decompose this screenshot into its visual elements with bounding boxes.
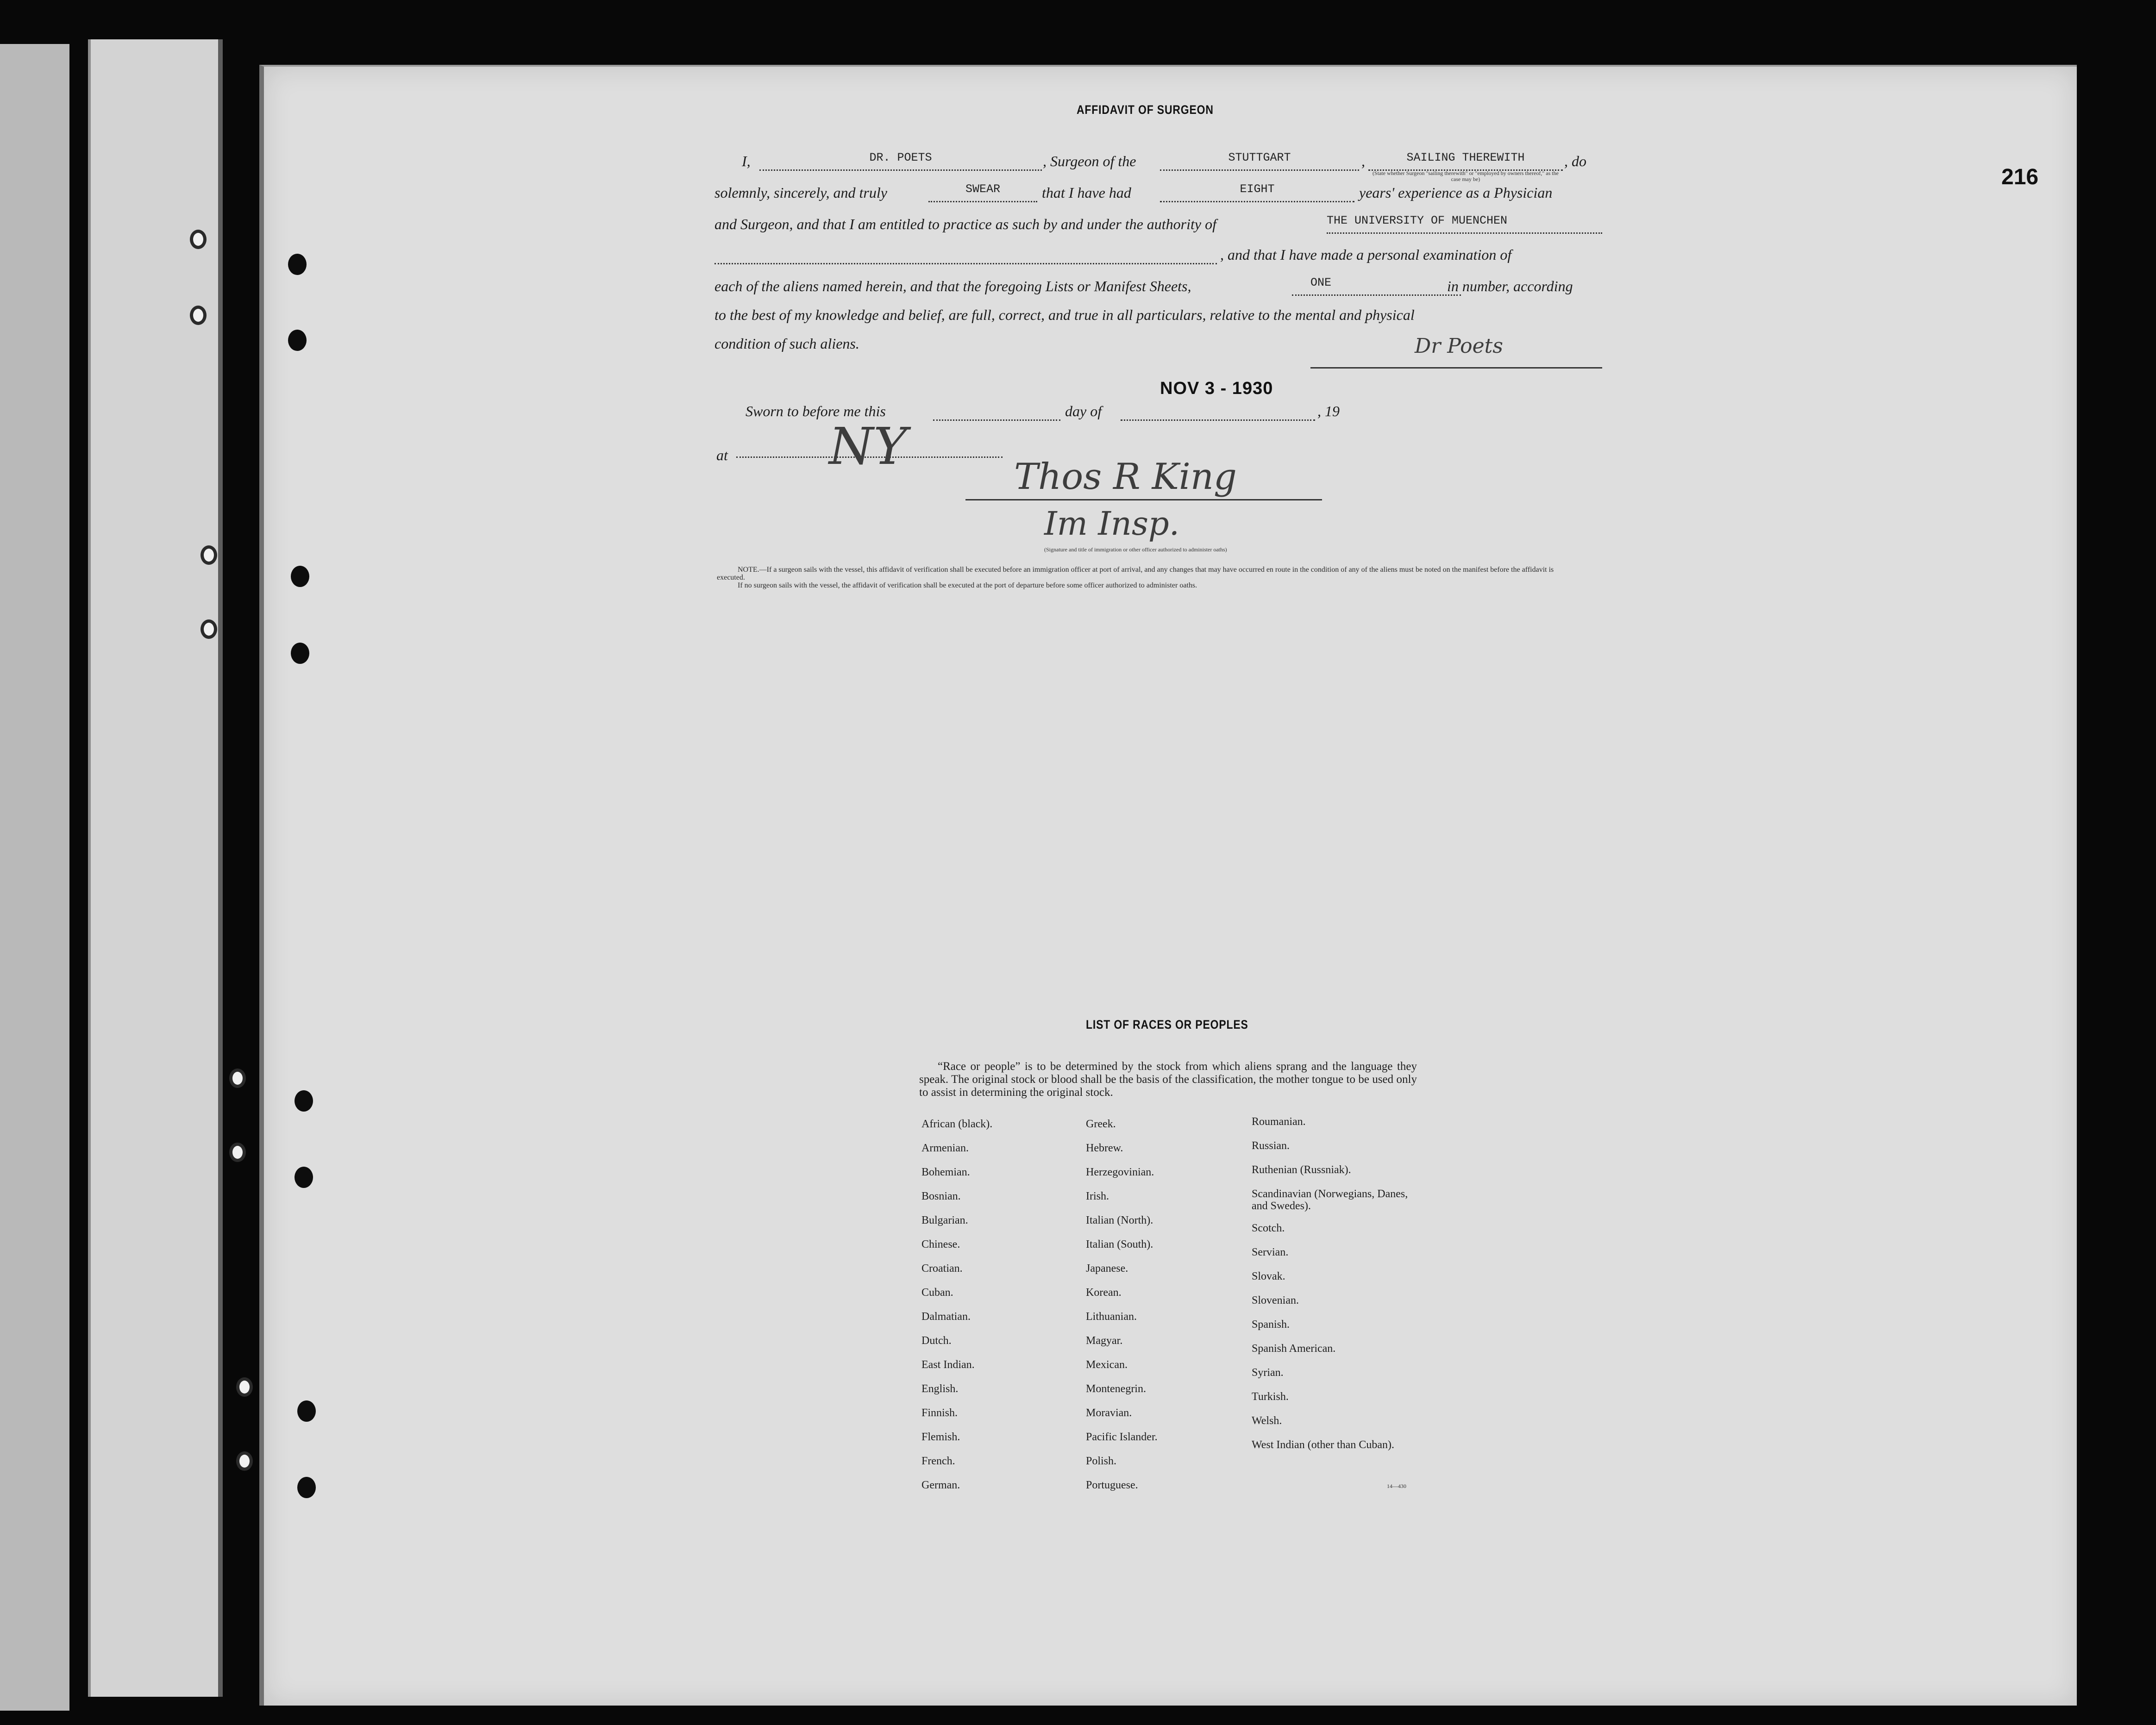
line2-prefix: solemnly, sincerely, and truly: [714, 184, 887, 201]
race-item: Armenian.: [921, 1142, 969, 1154]
surgeon-name-field: DR. POETS: [759, 149, 1042, 171]
binding-hole: [229, 1143, 246, 1162]
races-intro: “Race or people” is to be determined by the stock from which aliens sprang and the language they speak. The original stock or blood shall be the basis of the classification, the mother tongue to be used only to assist in determining the original stock.: [919, 1060, 1417, 1099]
race-item: East Indian.: [921, 1359, 975, 1371]
race-item: West Indian (other than Cuban).: [1252, 1439, 1394, 1451]
punch-hole: [288, 254, 307, 275]
race-item: Turkish.: [1252, 1391, 1289, 1403]
race-item: Roumanian.: [1252, 1116, 1306, 1128]
officer-signature-line: [965, 499, 1322, 500]
race-item: Chinese.: [921, 1238, 960, 1250]
race-item: Bosnian.: [921, 1190, 961, 1202]
punch-hole: [297, 1400, 316, 1422]
page-number: 216: [2001, 165, 2039, 189]
race-item: Italian (South).: [1086, 1238, 1153, 1250]
race-item: Pacific Islander.: [1086, 1431, 1158, 1443]
date-stamp: NOV 3 - 1930: [1160, 379, 1273, 398]
race-item: Spanish.: [1252, 1319, 1290, 1331]
sworn-prefix: Sworn to before me this: [746, 403, 886, 419]
races-title: LIST OF RACES OR PEOPLES: [1086, 1018, 1248, 1031]
note-line2: If no surgeon sails with the vessel, the affidavit of verification shall be executed at the port of departure before some officer authorized to administer oaths.: [738, 581, 1197, 589]
races-column-3: [1252, 1116, 1418, 1473]
line5-prefix: each of the aliens named herein, and that the foregoing Lists or Manifest Sheets,: [714, 278, 1191, 294]
race-item: Finnish.: [921, 1407, 958, 1419]
race-item: Greek.: [1086, 1118, 1116, 1130]
race-item: Flemish.: [921, 1431, 960, 1443]
sworn-day-field: [933, 399, 1060, 421]
line2-suffix: years' experience as a Physician: [1359, 184, 1553, 201]
officer-signature: Thos R King: [1014, 456, 1237, 498]
line1-do: , do: [1564, 153, 1586, 169]
line6: to the best of my knowledge and belief, are full, correct, and true in all particulars, relative to the mental and physical: [714, 306, 1415, 323]
binding-hole: [190, 230, 207, 249]
races-column-1: [921, 1118, 1079, 1503]
punch-hole: [288, 330, 307, 351]
binding-hole: [236, 1377, 253, 1397]
race-item: Montenegrin.: [1086, 1383, 1146, 1395]
form-number: 14—430: [1387, 1483, 1406, 1489]
race-item: Scotch.: [1252, 1222, 1285, 1234]
race-item: Syrian.: [1252, 1367, 1284, 1379]
race-item: Magyar.: [1086, 1335, 1123, 1347]
binding-strip: [88, 39, 223, 1697]
race-item: Russian.: [1252, 1140, 1290, 1152]
line1-surgeon-of: , Surgeon of the: [1043, 153, 1136, 169]
surgeon-signature-line: [1310, 367, 1602, 369]
race-item: Servian.: [1252, 1246, 1289, 1258]
officer-title: Im Insp.: [1044, 505, 1179, 543]
authority-field: THE UNIVERSITY OF MUENCHEN: [1327, 212, 1602, 234]
race-item: Lithuanian.: [1086, 1311, 1137, 1323]
race-item: Korean.: [1086, 1287, 1122, 1299]
race-item: Mexican.: [1086, 1359, 1128, 1371]
note-line1: NOTE.—If a surgeon sails with the vessel, this affidavit of verification shall be executed before an immigration officer at port of arrival, and any changes that may have occurred en route in the condition of any of the aliens must be noted on the manifest before the affidavit is executed.: [717, 566, 1554, 581]
race-item: African (black).: [921, 1118, 993, 1130]
races-column-2: [1086, 1118, 1243, 1503]
line2-mid: that I have had: [1042, 184, 1131, 201]
race-item: Spanish American.: [1252, 1343, 1336, 1355]
race-item: German.: [921, 1479, 960, 1491]
race-item: Dutch.: [921, 1335, 952, 1347]
at-label: at: [716, 447, 728, 463]
race-item: Portuguese.: [1086, 1479, 1138, 1491]
race-item: Japanese.: [1086, 1262, 1128, 1275]
punch-hole: [295, 1090, 313, 1112]
line4-suffix: , and that I have made a personal examination of: [1220, 246, 1512, 263]
status-note: (State whether Surgeon "sailing therewith" or "employed by owners thereof," as the case may be): [1373, 170, 1559, 182]
punch-hole: [291, 643, 309, 664]
vessel-name-field: STUTTGART: [1160, 149, 1359, 171]
line7: condition of such aliens.: [714, 335, 859, 352]
race-item: Slovak.: [1252, 1270, 1285, 1282]
binding-hole: [201, 619, 217, 639]
race-item: Cuban.: [921, 1287, 953, 1299]
years-field: EIGHT: [1160, 181, 1354, 202]
line3-prefix: and Surgeon, and that I am entitled to practice as such by and under the authority of: [714, 216, 1216, 232]
race-item: Bulgarian.: [921, 1214, 968, 1226]
punch-hole: [297, 1477, 316, 1498]
binding-hole: [190, 306, 207, 325]
adjacent-page-edge: [0, 44, 69, 1711]
sheets-field: ONE: [1292, 274, 1461, 296]
line1-comma: ,: [1361, 153, 1365, 169]
race-item: Dalmatian.: [921, 1311, 971, 1323]
race-item: Slovenian.: [1252, 1294, 1299, 1306]
race-item: Scandinavian (Norwegians, Danes, and Swedes).: [1252, 1188, 1408, 1212]
race-item: English.: [921, 1383, 959, 1395]
race-item: Ruthenian (Russniak).: [1252, 1164, 1351, 1176]
sworn-day-of: day of: [1065, 403, 1102, 419]
binding-hole: [229, 1069, 246, 1088]
affidavit-note: [717, 566, 1583, 589]
race-item: Bohemian.: [921, 1166, 970, 1178]
sworn-year-prefix: , 19: [1317, 403, 1340, 419]
race-item: Italian (North).: [1086, 1214, 1153, 1226]
surgeon-status-field: SAILING THEREWITH: [1368, 149, 1563, 171]
binding-hole: [236, 1451, 253, 1471]
surgeon-signature: Dr Poets: [1415, 334, 1503, 358]
race-item: French.: [921, 1455, 955, 1467]
line1-i: I,: [742, 153, 751, 169]
race-item: Moravian.: [1086, 1407, 1132, 1419]
oath-field: SWEAR: [928, 181, 1037, 202]
sworn-month-field: [1121, 399, 1315, 421]
race-item: Croatian.: [921, 1262, 963, 1275]
punch-hole: [291, 566, 309, 587]
race-item: Welsh.: [1252, 1415, 1282, 1427]
line5-suffix: in number, according: [1447, 278, 1573, 294]
race-item: Hebrew.: [1086, 1142, 1123, 1154]
race-item: Irish.: [1086, 1190, 1109, 1202]
race-item: Herzegovinian.: [1086, 1166, 1154, 1178]
authority-continued-field: [714, 243, 1217, 264]
at-place: NY: [829, 417, 907, 476]
affidavit-title: AFFIDAVIT OF SURGEON: [1077, 103, 1214, 117]
binding-hole: [201, 545, 217, 565]
race-item: Polish.: [1086, 1455, 1117, 1467]
punch-hole: [295, 1167, 313, 1188]
officer-caption: (Signature and title of immigration or other officer authorized to administer oaths): [1044, 546, 1227, 553]
